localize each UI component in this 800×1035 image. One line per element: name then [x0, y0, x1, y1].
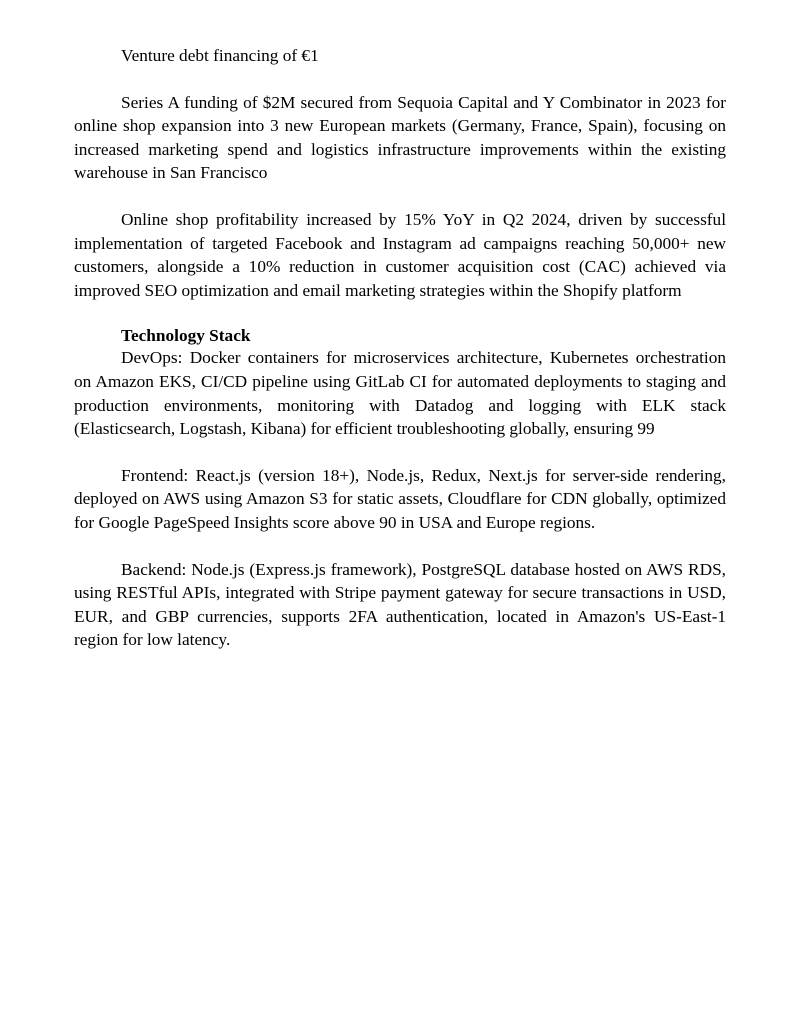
- section-heading-technology-stack: Technology Stack: [121, 326, 251, 346]
- paragraph-venture-debt: Venture debt financing of €1: [121, 46, 319, 65]
- paragraph-series-a: Series A funding of $2M secured from Sequoia Capital and Y Combinator in 2023 for online shop expansion into 3 new European markets (Germany, France, Spain), focusing on increased marketing spend and logistics infrastructure improvements within the existing warehouse in San Francisco: [74, 92, 726, 183]
- paragraph-frontend: Frontend: React.js (version 18+), Node.js, Redux, Next.js for server-side rendering, deployed on AWS using Amazon S3 for static assets, Cloudflare for CDN globally, optimized for Google PageSpeed Insights score above 90 in USA and Europe regions.: [74, 465, 726, 532]
- paragraph-profitability: Online shop profitability increased by 15% YoY in Q2 2024, driven by successful implementation of targeted Facebook and Instagram ad campaigns reaching 50,000+ new customers, alongside a 10% reduction in customer acquisition cost (CAC) achieved via improved SEO optimization and email marketing strategies within the Shopify platform: [74, 209, 726, 300]
- paragraph-backend: Backend: Node.js (Express.js framework), PostgreSQL database hosted on AWS RDS, using RESTful APIs, integrated with Stripe payment gateway for secure transactions in USD, EUR, and GBP currencies, supports 2FA authentication, located in Amazon's US-East-1 region for low latency.: [74, 559, 726, 650]
- document-page: [74, 44, 726, 675]
- paragraph-devops: DevOps: Docker containers for microservices architecture, Kubernetes orchestration on Amazon EKS, CI/CD pipeline using GitLab CI for automated deployments to staging and production environments, monitoring with Datadog and logging with ELK stack (Elasticsearch, Logstash, Kibana) for efficient troubleshooting globally, ensuring 99: [74, 348, 726, 439]
